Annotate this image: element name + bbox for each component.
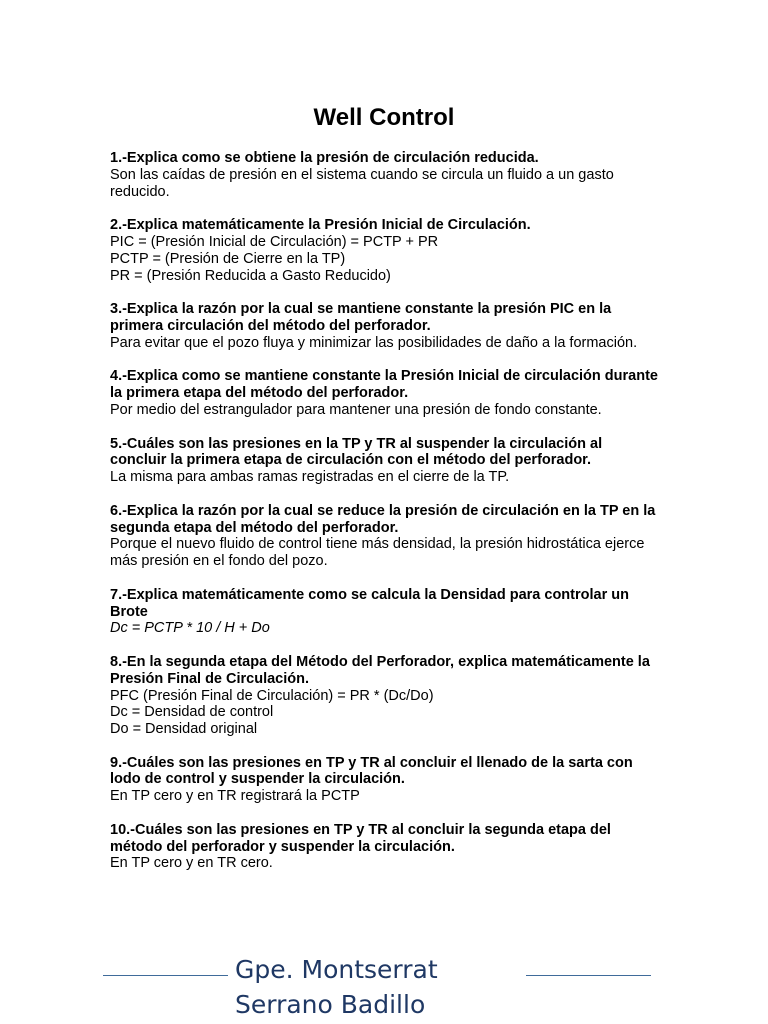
qa-item — [110, 755, 658, 805]
author-name-line-1: Gpe. Montserrat — [235, 955, 438, 984]
answer-text: PIC = (Presión Inicial de Circulación) = PCTP + PR — [110, 233, 439, 250]
answer-text: Son las caídas de presión en el sistema cuando se circula un fluido a un gasto reducido. — [110, 166, 614, 200]
answer-text: Para evitar que el pozo fluya y minimizar las posibilidades de daño a la formación. — [110, 334, 638, 351]
answer-text: PR = (Presión Reducida a Gasto Reducido) — [110, 267, 391, 284]
question-text: 10.-Cuáles son las presiones en TP y TR al concluir la segunda etapa del método del perforador y suspender la circulación. — [110, 821, 611, 855]
question-text: 4.-Explica como se mantiene constante la Presión Inicial de circulación durante la primera etapa del método del perforador. — [110, 368, 658, 402]
question-list — [110, 150, 658, 889]
question-text: 9.-Cuáles son las presiones en TP y TR al concluir el llenado de la sarta con lodo de control y suspender la circulación. — [110, 754, 633, 788]
author-name-line-2: Serrano Badillo — [235, 990, 426, 1019]
author-name — [235, 952, 515, 1022]
question-text: 5.-Cuáles son las presiones en la TP y TR al suspender la circulación al concluir la primera etapa de circulación con el método del perforador. — [110, 435, 603, 469]
author-footer — [0, 950, 768, 1024]
answer-text: En TP cero y en TR cero. — [110, 855, 273, 872]
qa-item — [110, 654, 658, 738]
answer-text: Porque el nuevo fluido de control tiene más densidad, la presión hidrostática ejerce más presión en el fondo del pozo. — [110, 536, 645, 570]
question-text: 2.-Explica matemáticamente la Presión Inicial de Circulación. — [110, 217, 531, 234]
qa-item — [110, 368, 658, 418]
question-text: 6.-Explica la razón por la cual se reduce la presión de circulación en la TP en la segunda etapa del método del perforador. — [110, 502, 656, 536]
answer-text: En TP cero y en TR registrará la PCTP — [110, 788, 360, 805]
answer-text: PFC (Presión Final de Circulación) = PR * (Dc/Do) — [110, 687, 434, 704]
qa-item — [110, 503, 658, 570]
answer-text: PCTP = (Presión de Cierre en la TP) — [110, 250, 346, 267]
qa-item — [110, 587, 658, 637]
qa-item — [110, 436, 658, 486]
answer-text: Dc = PCTP * 10 / H + Do — [110, 620, 270, 637]
answer-text: Do = Densidad original — [110, 721, 258, 738]
answer-text: La misma para ambas ramas registradas en el cierre de la TP. — [110, 469, 510, 486]
footer-left-rule — [103, 975, 228, 976]
qa-item — [110, 822, 658, 872]
answer-text: Por medio del estrangulador para mantener una presión de fondo constante. — [110, 401, 602, 418]
question-text: 8.-En la segunda etapa del Método del Perforador, explica matemáticamente la Presión Final de Circulación. — [110, 653, 650, 687]
question-text: 7.-Explica matemáticamente como se calcula la Densidad para controlar un Brote — [110, 586, 629, 620]
question-text: 1.-Explica como se obtiene la presión de circulación reducida. — [110, 150, 539, 166]
qa-item — [110, 150, 658, 200]
footer-right-rule — [526, 975, 651, 976]
page-title: Well Control — [313, 104, 455, 132]
question-text: 3.-Explica la razón por la cual se mantiene constante la presión PIC en la primera circulación del método del perforador. — [110, 301, 612, 334]
answer-text: Dc = Densidad de control — [110, 704, 274, 721]
qa-item — [110, 217, 658, 284]
qa-item — [110, 301, 658, 351]
